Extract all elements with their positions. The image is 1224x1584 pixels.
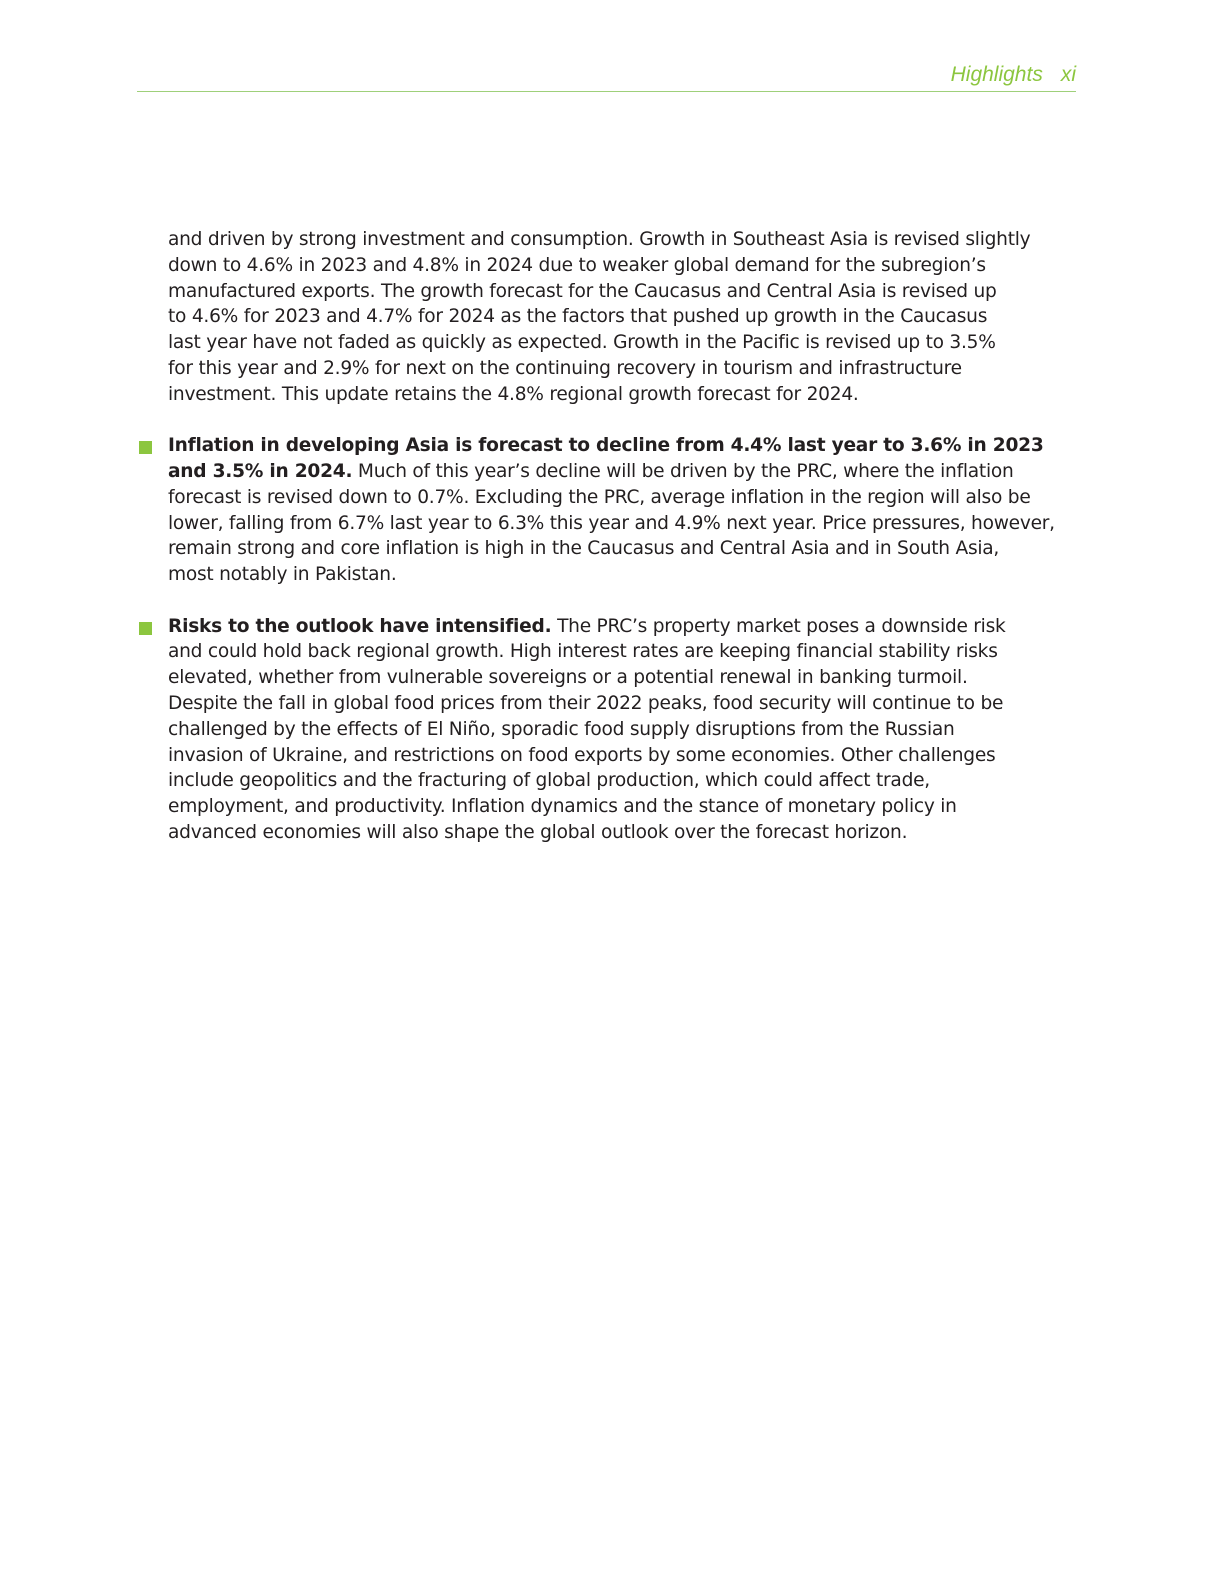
square-bullet-icon [139, 441, 152, 454]
bullet-paragraph [168, 433, 1088, 588]
paragraph-line: to 4.6% for 2023 and 4.7% for 2024 as the factors that pushed up growth in the Caucasus [168, 306, 988, 328]
continuation-paragraph [168, 227, 1088, 408]
section-title: Highlights [950, 63, 1043, 86]
bullet-lead-text: and 3.5% in 2024. [168, 460, 353, 482]
bullet-lead-text: Risks to the outlook have intensified. [168, 615, 552, 637]
paragraph-line: lower, falling from 6.7% last year to 6.3% this year and 4.9% next year. Price pressures, however, [168, 512, 1055, 534]
paragraph-line: challenged by the effects of El Niño, sporadic food supply disruptions from the Russian [168, 718, 955, 740]
paragraph-line: for this year and 2.9% for next on the continuing recovery in tourism and infrastructure [168, 357, 962, 379]
paragraph-line: most notably in Pakistan. [168, 564, 397, 586]
page-number: xi [1060, 63, 1076, 86]
paragraph-line: advanced economies will also shape the global outlook over the forecast horizon. [168, 821, 908, 843]
bullet-lead-text: Inflation in developing Asia is forecast to decline from 4.4% last year to 3.6% in 2023 [168, 435, 1044, 457]
bullet-body-text: Much of this year’s decline will be driven by the PRC, where the inflation [352, 460, 1014, 482]
square-bullet-icon [139, 622, 152, 635]
paragraph-line [168, 614, 1088, 640]
paragraph-line: investment. This update retains the 4.8% regional growth forecast for 2024. [168, 383, 859, 405]
bullet-body-text: The PRC’s property market poses a downside risk [551, 615, 1006, 637]
paragraph-line: invasion of Ukraine, and restrictions on food exports by some economies. Other challenges [168, 744, 996, 766]
paragraph-line: down to 4.6% in 2023 and 4.8% in 2024 due to weaker global demand for the subregion’s [168, 254, 986, 276]
page-body [168, 227, 1088, 846]
paragraph-line: last year have not faded as quickly as expected. Growth in the Pacific is revised up to 3.5% [168, 332, 996, 354]
bullet-item-inflation [168, 433, 1088, 588]
paragraph-line [168, 433, 1088, 459]
paragraph-line: forecast is revised down to 0.7%. Excluding the PRC, average inflation in the region will also be [168, 486, 1031, 508]
paragraph-line: remain strong and core inflation is high in the Caucasus and Central Asia and in South Asia, [168, 538, 1000, 560]
paragraph-line: elevated, whether from vulnerable sovereigns or a potential renewal in banking turmoil. [168, 667, 968, 689]
bullet-paragraph [168, 614, 1088, 846]
paragraph-line: include geopolitics and the fracturing of global production, which could affect trade, [168, 770, 930, 792]
paragraph-line: Despite the fall in global food prices from their 2022 peaks, food security will continue to be [168, 692, 1004, 714]
paragraph-line: employment, and productivity. Inflation dynamics and the stance of monetary policy in [168, 796, 957, 818]
running-header [137, 58, 1076, 92]
bullet-item-risks [168, 614, 1088, 846]
paragraph-line: and driven by strong investment and consumption. Growth in Southeast Asia is revised slightly [168, 229, 1031, 250]
paragraph-line: manufactured exports. The growth forecast for the Caucasus and Central Asia is revised up [168, 280, 997, 302]
paragraph-line [168, 459, 1088, 485]
paragraph-line: and could hold back regional growth. High interest rates are keeping financial stability risks [168, 641, 998, 663]
